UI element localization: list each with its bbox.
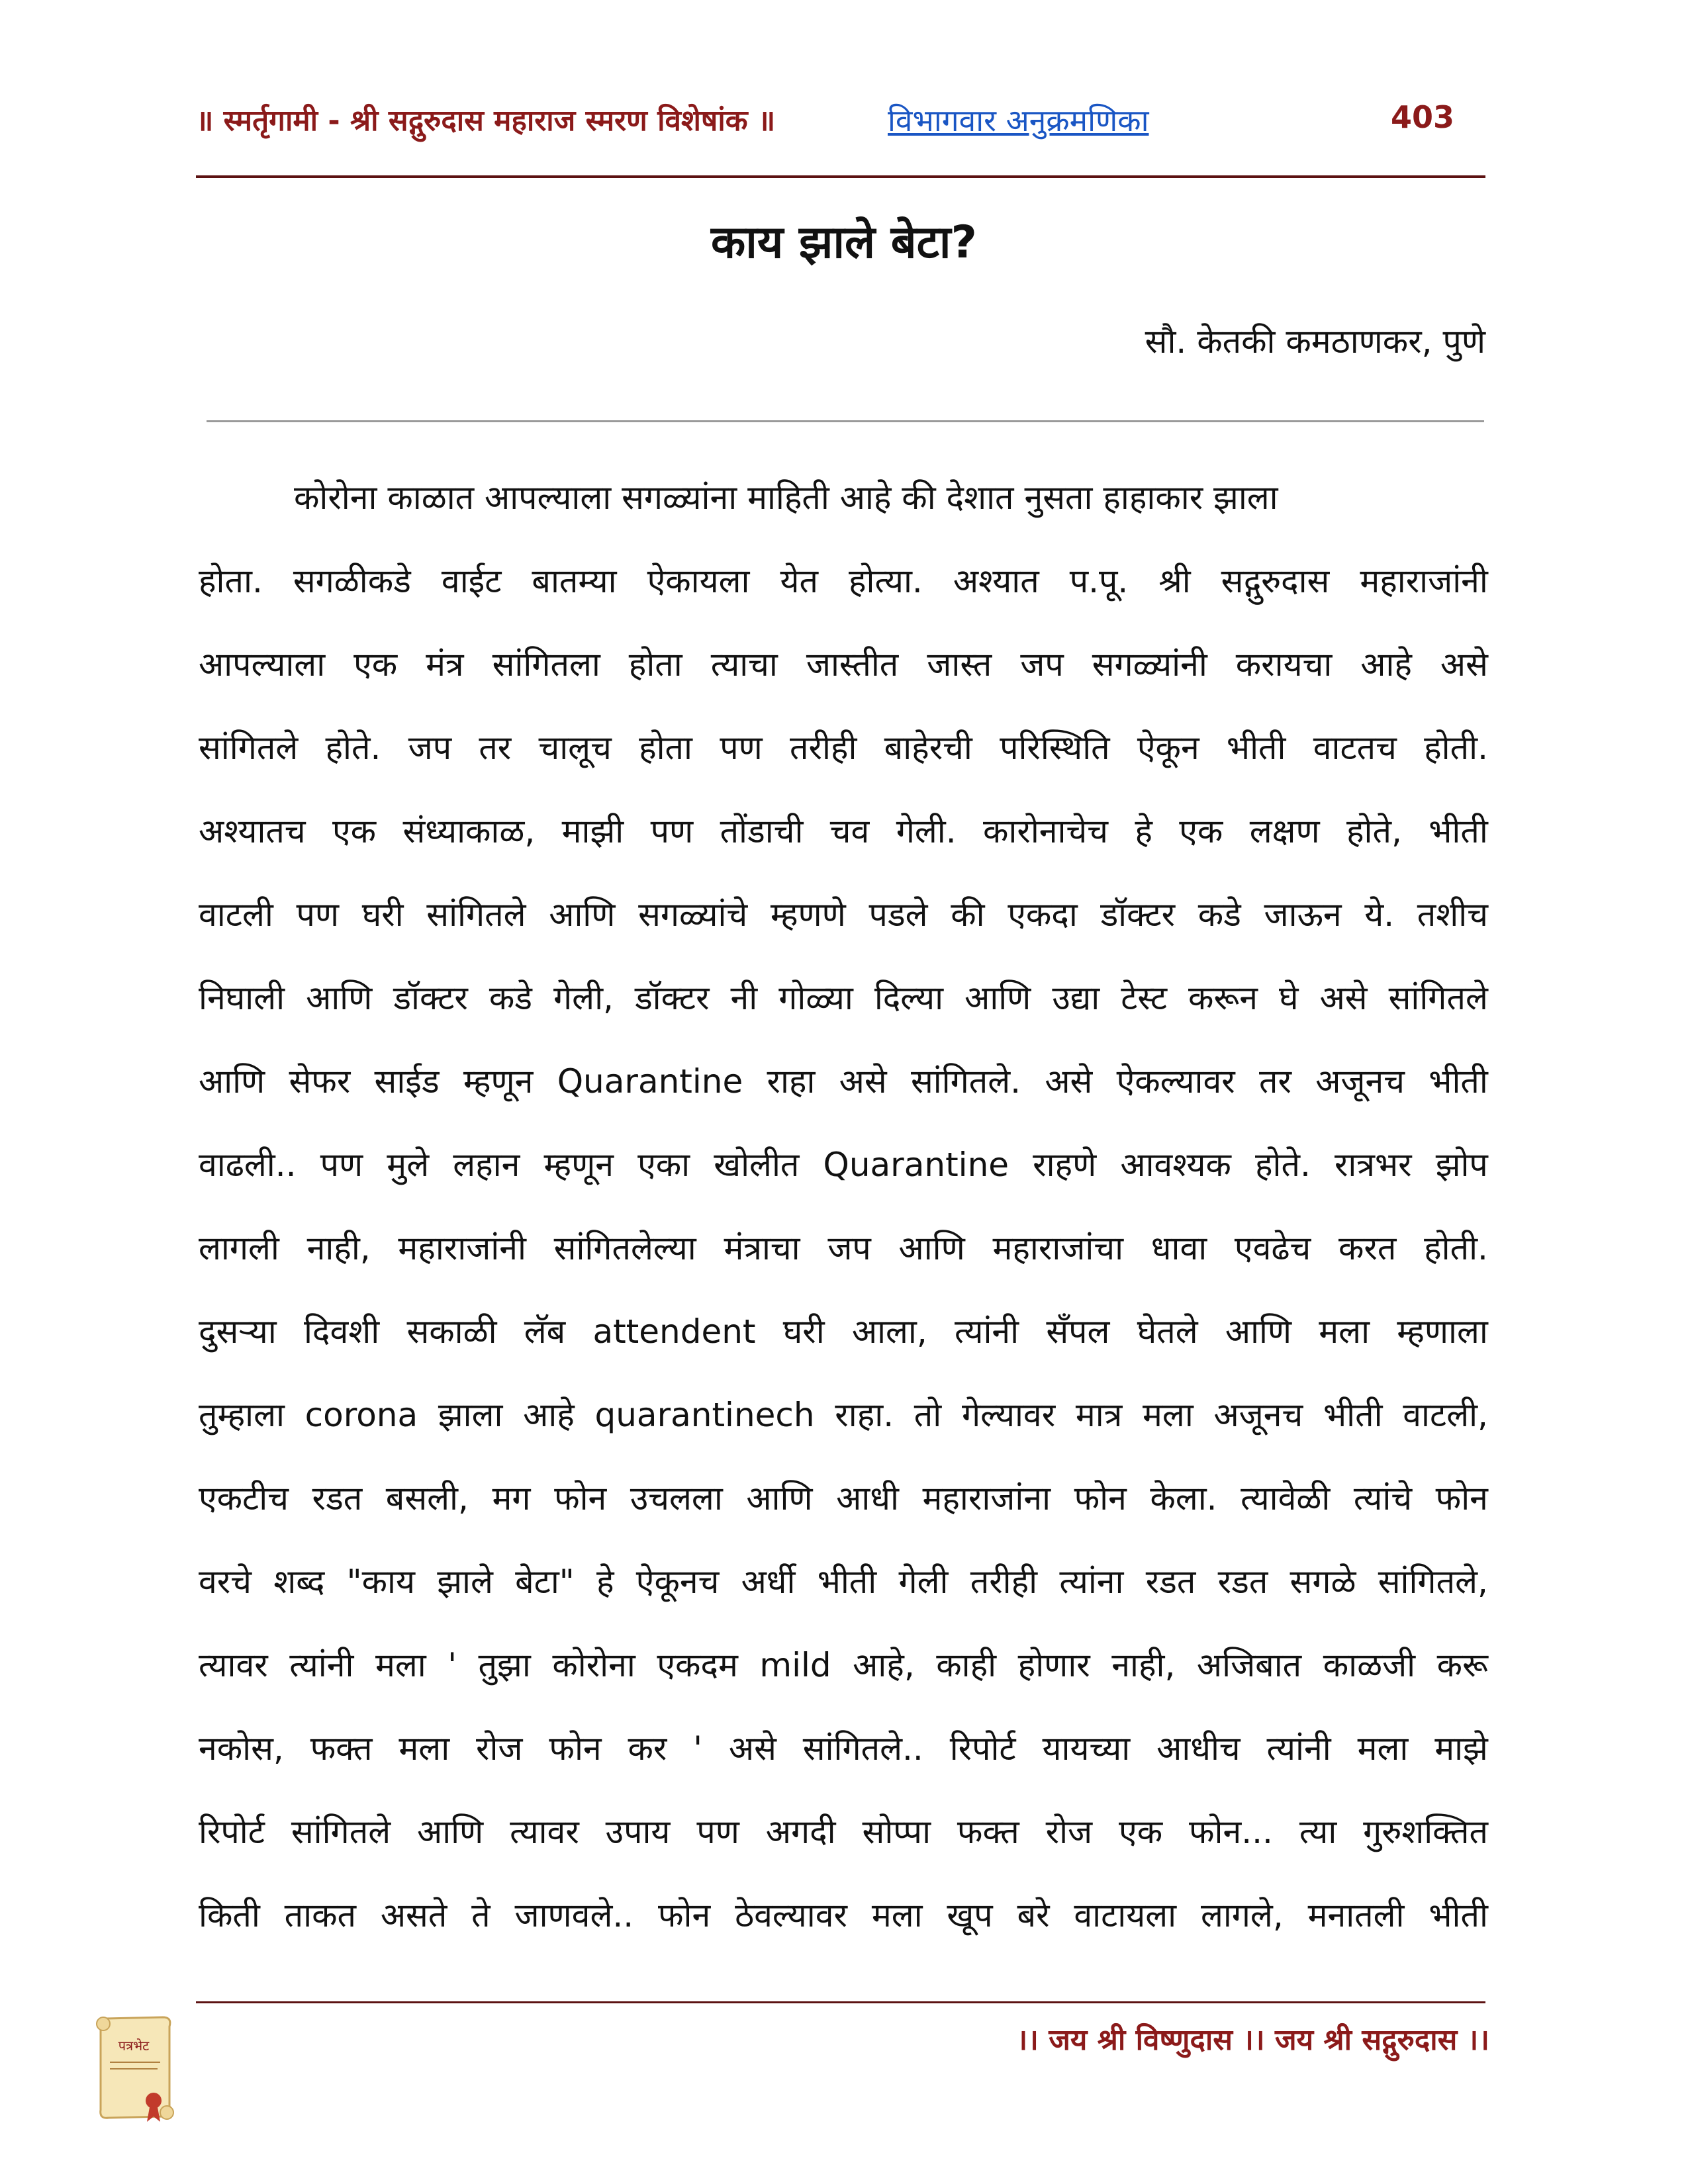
article-line: लागली नाही, महाराजांनी सांगितलेल्या मंत्राचा जप आणि महाराजांचा धावा एवढेच करत होती. (199, 1229, 1488, 1267)
magazine-title: ॥ स्मर्तृगामी - श्री सद्गुरुदास महाराज स्मरण विशेषांक ॥ (196, 104, 776, 138)
article-line: नकोस, फक्त मला रोज फोन कर ' असे सांगितले.. रिपोर्ट यायच्या आधीच त्यांनी मला माझे (199, 1729, 1488, 1768)
article-line: सांगितले होते. जप तर चालूच होता पण तरीही बाहेरची परिस्थिति ऐकून भीती वाटतच होती. (199, 729, 1488, 767)
article-line: रिपोर्ट सांगितले आणि त्यावर उपाय पण अगदी सोप्पा फक्त रोज एक फोन... त्या गुरुशक्तित (199, 1813, 1488, 1851)
logo-text: पत्रभेट (118, 2038, 150, 2054)
patrabhet-logo-icon (94, 2013, 176, 2127)
article-line: वरचे शब्द "काय झाले बेटा" हे ऐकूनच अर्धी भीती गेली तरीही त्यांना रडत रडत सगळे सांगितले, (199, 1563, 1488, 1601)
article-line: अश्यातच एक संध्याकाळ, माझी पण तोंडाची चव गेली. कारोनाचेच हे एक लक्षण होते, भीती (199, 812, 1488, 850)
article-line: त्यावर त्यांनी मला ' तुझा कोरोना एकदम mild आहे, काही होणार नाही, अजिबात काळजी करू (199, 1646, 1488, 1684)
article-title: काय झाले बेटा? (711, 216, 977, 269)
article-line: एकटीच रडत बसली, मग फोन उचलला आणि आधी महाराजांना फोन केला. त्यावेळी त्यांचे फोन (199, 1479, 1488, 1518)
article-line: दुसऱ्या दिवशी सकाळी लॅब attendent घरी आला, त्यांनी सँपल घेतले आणि मला म्हणाला (199, 1312, 1488, 1351)
article-body (199, 471, 1488, 1972)
article-line (199, 471, 1488, 555)
header-divider (196, 175, 1485, 178)
article-line-text: कोरोना काळात आपल्याला सगळ्यांना माहिती आहे की देशात नुसता हाहाकार झाला (294, 478, 1278, 517)
article-line: तुम्हाला corona झाला आहे quarantinech राहा. तो गेल्यावर मात्र मला अजूनच भीती वाटली, (199, 1396, 1488, 1434)
article-line: आणि सेफर साईड म्हणून Quarantine राहा असे सांगितले. असे ऐकल्यावर तर अजूनच भीती (199, 1062, 1488, 1101)
page-number: 403 (1391, 99, 1455, 135)
article-line: किती ताकत असते ते जाणवले.. फोन ठेवल्यावर मला खूप बरे वाटायला लागले, मनातली भीती (199, 1896, 1488, 1934)
article-line: वाढली.. पण मुले लहान म्हणून एका खोलीत Quarantine राहणे आवश्यक होते. रात्रभर झोप (199, 1146, 1488, 1184)
article-line: होता. सगळीकडे वाईट बातम्या ऐकायला येत होत्या. अश्यात प.पू. श्री सद्गुरुदास महाराजांनी (199, 562, 1488, 600)
article-line: आपल्याला एक मंत्र सांगितला होता त्याचा जास्तीत जास्त जप सगळ्यांनी करायचा आहे असे (199, 645, 1488, 684)
footer-divider (196, 2001, 1485, 2003)
article-author: सौ. केतकी कमठाणकर, पुणे (1145, 322, 1485, 361)
article-line: निघाली आणि डॉक्टर कडे गेली, डॉक्टर नी गोळ्या दिल्या आणि उद्या टेस्ट करून घे असे सांगितले (199, 979, 1488, 1017)
title-divider (207, 420, 1484, 422)
page-header (196, 99, 1487, 152)
index-link[interactable]: विभागवार अनुक्रमणिका (888, 103, 1149, 138)
footer-slogan: ।। जय श्री विष्णुदास ।। जय श्री सद्गुरुदास ।। (1016, 2023, 1489, 2057)
article-line: वाटली पण घरी सांगितले आणि सगळ्यांचे म्हणणे पडले की एकदा डॉक्टर कडे जाऊन ये. तशीच (199, 895, 1488, 934)
